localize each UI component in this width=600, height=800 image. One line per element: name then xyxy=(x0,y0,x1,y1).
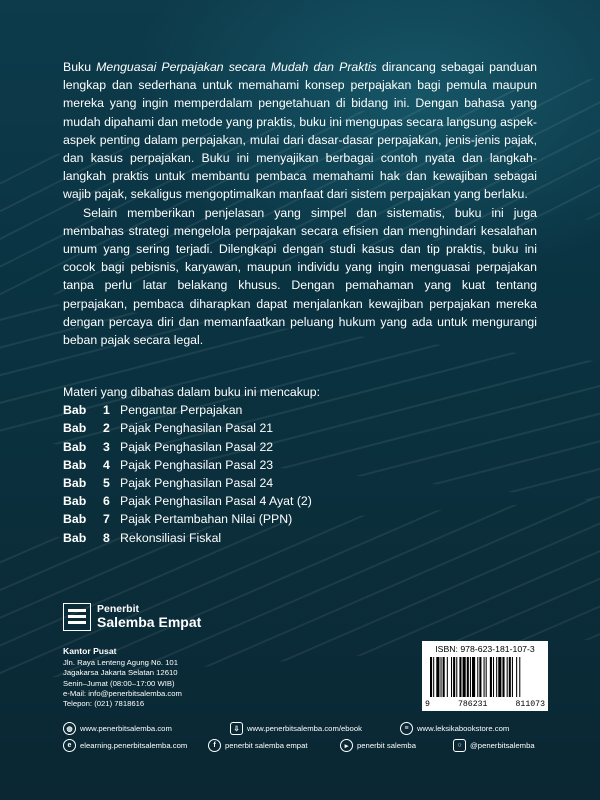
office-title: Kantor Pusat xyxy=(63,646,117,656)
chapter-item: Bab 2 Pajak Penghasilan Pasal 21 xyxy=(63,421,274,436)
barcode-digits: 9 786231 811073 xyxy=(425,700,545,709)
cart-icon: ≡ xyxy=(400,722,413,735)
youtube-icon: ▸ xyxy=(340,739,353,752)
ebook-link[interactable]: ⇩ www.penerbitsalemba.com/ebook xyxy=(230,722,362,735)
youtube-link[interactable]: ▸ penerbit salemba xyxy=(340,739,416,752)
office-phone: Telepon: (021) 7818616 xyxy=(63,699,145,709)
website-link[interactable]: ◍ www.penerbitsalemba.com xyxy=(63,722,172,735)
instagram-icon: ○ xyxy=(453,739,466,752)
elearning-link[interactable]: e elearning.penerbitsalemba.com xyxy=(63,739,187,752)
chapter-item: Bab 6 Pajak Penghasilan Pasal 4 Ayat (2) xyxy=(63,494,312,509)
description-paragraph-1: Buku Menguasai Perpajakan secara Mudah dan Praktis dirancang sebagai panduan lengkap dan sederhana untuk memahami konsep perpajakan bagi pemula maupun mereka yang ingin memperdalam pengetahuan di bidang ini. Dengan bahasa yang mudah dipahami dan metode yang praktis, buku ini mengupas secara langsung aspek-aspek penting dalam perpajakan, mulai dari dasar-dasar perpajakan, jenis-jenis pajak, dan kasus perpajakan. Buku ini menyajikan berbagai contoh nyata dan langkah-langkah praktis untuk membantu pembaca memahami hak dan kewajiban sebagai wajib pajak, sekaligus mengoptimalkan manfaat dari sistem perpajakan yang berlaku. xyxy=(63,60,537,202)
book-title: Menguasai Perpajakan secara Mudah dan Praktis xyxy=(96,60,377,74)
chapter-item: Bab 5 Pajak Penghasilan Pasal 24 xyxy=(63,476,274,491)
ebook-icon: ⇩ xyxy=(230,722,243,735)
topics-intro: Materi yang dibahas dalam buku ini mencakup: xyxy=(63,385,321,399)
topics-section xyxy=(63,383,537,547)
office-info xyxy=(63,646,182,709)
bookstore-link[interactable]: ≡ www.leksikabookstore.com xyxy=(400,722,509,735)
chapter-item: Bab 1 Pengantar Perpajakan xyxy=(63,403,243,418)
chapter-list xyxy=(63,401,537,547)
isbn-label: ISBN: 978-623-181-107-3 xyxy=(435,644,535,654)
publisher-name-line2: Salemba Empat xyxy=(97,614,202,630)
chapter-item: Bab 4 Pajak Penghasilan Pasal 23 xyxy=(63,457,274,472)
elearning-icon: e xyxy=(63,739,76,752)
publisher-name-line1: Penerbit xyxy=(97,603,140,615)
chapter-item: Bab 3 Pajak Penghasilan Pasal 22 xyxy=(63,439,274,454)
publisher-logo-icon xyxy=(63,603,91,631)
facebook-icon: f xyxy=(208,739,221,752)
instagram-link[interactable]: ○ @penerbitsalemba xyxy=(453,739,535,752)
isbn-barcode-box xyxy=(422,641,548,711)
barcode-icon xyxy=(430,657,540,697)
chapter-item: Bab 7 Pajak Pertambahan Nilai (PPN) xyxy=(63,512,293,527)
office-address-line1: Jln. Raya Lenteng Agung No. 101 xyxy=(63,658,178,668)
facebook-link[interactable]: f penerbit salemba empat xyxy=(208,739,307,752)
globe-icon: ◍ xyxy=(63,722,76,735)
chapter-item: Bab 8 Rekonsiliasi Fiskal xyxy=(63,530,222,545)
office-address-line2: Jagakarsa Jakarta Selatan 12610 xyxy=(63,668,178,678)
description-paragraph-2: Selain memberikan penjelasan yang simpel dan sistematis, buku ini juga membahas strategi mengelola perpajakan secara efisien dan menghindari kesalahan umum yang sering terjadi. Dilengkapi dengan studi kasus dan tip praktis, buku ini cocok bagi pebisnis, karyawan, maupun individu yang ingin menguasai perpajakan tanpa perlu latar belakang khusus. Dengan pemahaman yang kuat tentang perpajakan, pembaca diharapkan dapat menjalankan kewajiban perpajakan mereka dengan percaya diri dan memanfaatkan peluang hukum yang ada untuk mengurangi beban pajak secara legal. xyxy=(63,205,537,348)
office-hours: Senin–Jumat (08:00–17:00 WIB) xyxy=(63,678,175,688)
book-description xyxy=(63,58,537,349)
publisher-logo xyxy=(63,603,201,631)
office-email: e-Mail: info@penerbitsalemba.com xyxy=(63,688,182,698)
